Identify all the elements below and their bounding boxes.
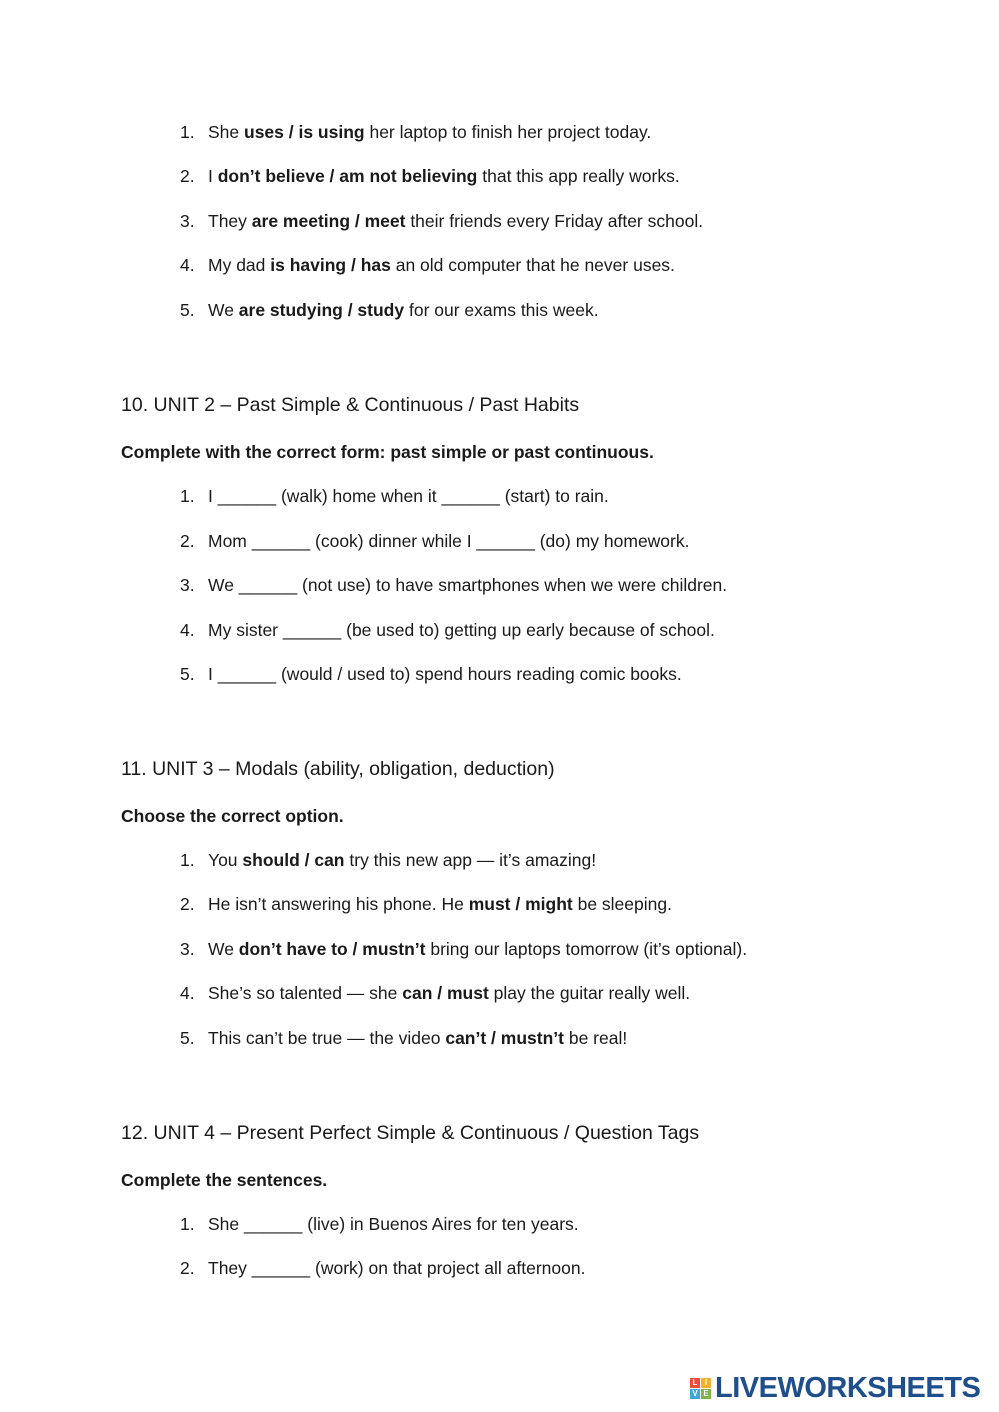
- choice-options: don’t believe / am not believing: [217, 166, 478, 186]
- item-text: Mom ______ (cook) dinner while I ______ (do) my homework.: [208, 531, 690, 551]
- item-text: We ______ (not use) to have smartphones when we were children.: [208, 575, 728, 595]
- item-number: 2.: [180, 894, 195, 914]
- choice-options: don’t have to / mustn’t: [238, 939, 426, 959]
- logo-text: LIVEWORKSHEETS: [715, 1371, 981, 1404]
- section-heading: 12. UNIT 4 – Present Perfect Simple & Continuous / Question Tags: [121, 1122, 700, 1144]
- liveworksheets-logo[interactable]: [690, 1372, 980, 1404]
- item-text: I ______ (walk) home when it ______ (start) to rain.: [208, 486, 609, 506]
- item-number: 5.: [180, 1028, 195, 1048]
- logo-tiles-icon: [690, 1378, 711, 1399]
- item-text: They ______ (work) on that project all afternoon.: [208, 1258, 586, 1278]
- choice-options: are meeting / meet: [251, 211, 406, 231]
- section-instruction: Complete the sentences.: [121, 1170, 328, 1190]
- item-number: 2.: [180, 1258, 195, 1278]
- section-instruction: Complete with the correct form: past simple or past continuous.: [121, 442, 654, 462]
- choice-options: must / might: [468, 894, 573, 914]
- item-text: My sister ______ (be used to) getting up early because of school.: [208, 620, 715, 640]
- item-number: 2.: [180, 166, 195, 186]
- item-number: 4.: [180, 983, 195, 1003]
- item-text: She uses / is using her laptop to finish her project today.: [208, 122, 652, 142]
- item-text: She ______ (live) in Buenos Aires for ten years.: [208, 1214, 579, 1234]
- logo-tile: L: [690, 1378, 700, 1388]
- logo-tile: E: [701, 1389, 711, 1399]
- item-text: I don’t believe / am not believing that this app really works.: [208, 166, 680, 186]
- choice-options: uses / is using: [244, 122, 365, 142]
- logo-tile: V: [690, 1389, 700, 1399]
- item-number: 4.: [180, 620, 195, 640]
- item-number: 3.: [180, 939, 195, 959]
- item-number: 5.: [180, 664, 195, 684]
- item-number: 2.: [180, 531, 195, 551]
- item-number: 4.: [180, 255, 195, 275]
- item-number: 1.: [180, 122, 195, 142]
- item-text: This can’t be true — the video can’t / mustn’t be real!: [208, 1028, 628, 1048]
- choice-options: can’t / mustn’t: [445, 1028, 564, 1048]
- logo-tile: I: [701, 1378, 711, 1388]
- item-text: You should / can try this new app — it’s amazing!: [208, 850, 597, 870]
- item-text: She’s so talented — she can / must play the guitar really well.: [208, 983, 691, 1003]
- item-text: I ______ (would / used to) spend hours reading comic books.: [208, 664, 682, 684]
- item-number: 3.: [180, 211, 195, 231]
- section-instruction: Choose the correct option.: [121, 806, 344, 826]
- item-number: 3.: [180, 575, 195, 595]
- item-text: We don’t have to / mustn’t bring our laptops tomorrow (it’s optional).: [208, 939, 748, 959]
- item-number: 1.: [180, 850, 195, 870]
- item-number: 1.: [180, 486, 195, 506]
- item-text: He isn’t answering his phone. He must / might be sleeping.: [208, 894, 672, 914]
- item-text: They are meeting / meet their friends every Friday after school.: [208, 211, 704, 231]
- section-heading: 11. UNIT 3 – Modals (ability, obligation, deduction): [121, 758, 555, 780]
- choice-options: can / must: [402, 983, 489, 1003]
- section-heading: 10. UNIT 2 – Past Simple & Continuous / Past Habits: [121, 394, 580, 416]
- choice-options: is having / has: [270, 255, 391, 275]
- choice-options: are studying / study: [238, 300, 405, 320]
- item-text: We are studying / study for our exams this week.: [208, 300, 599, 320]
- item-number: 5.: [180, 300, 195, 320]
- item-number: 1.: [180, 1214, 195, 1234]
- choice-options: should / can: [242, 850, 345, 870]
- item-text: My dad is having / has an old computer that he never uses.: [208, 255, 675, 275]
